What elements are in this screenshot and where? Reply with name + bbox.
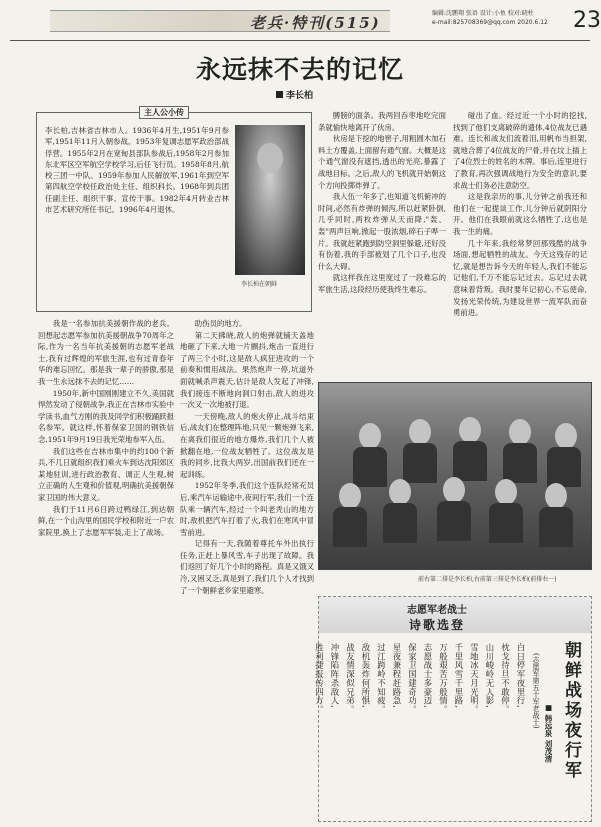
paragraph: 膊膀的面条。我两回吞枣地吃完面条就愉快地离开了伙房。 <box>318 111 446 132</box>
paragraph: 助伤员的地方。 <box>194 319 247 328</box>
paragraph: 几十年来,我经常梦回那残酷的战争场面,想起牺牲的战友。今天这残存的记忆,就是想告诉今天的年轻人,我们不能忘记他们,千万不能忘记过去。忘记过去就意味着背叛。我时要年记初心,不忘使命,发扬光荣传统,为建设世界一流军队而奋勇前进。 <box>453 238 587 318</box>
paragraph: 就这样我在这里度过了一段难忘的军旅生活,这段经历使我终生难忘。 <box>318 273 446 294</box>
portrait-caption: 李长柏在朝鲜 <box>241 281 278 288</box>
poem-title: 朝鲜战场夜行军 <box>561 641 581 781</box>
poem-line: 保家卫国建奇功。 <box>407 643 418 715</box>
paragraph: 我们于11月6日跨过鸭绿江,到达朝鲜,在一个山沟里的国民学校和附近一户农家院里,换上了志愿军军装,走上了战场。 <box>38 504 174 537</box>
poem-body <box>314 643 527 815</box>
paragraph: 伙房是下挖的地窖子,用粗圆木加石料土方覆盖,上面留有通气窗。大概是这个通气窗没有遮挡,透出的光亮,暴露了战地目标。之后,敌人的飞机就开始朝这个方向投掷炸弹了。 <box>318 134 447 190</box>
poem-line: 山川峻岭无人影, <box>485 643 495 709</box>
paragraph: 第二天拂晓,敌人的炮弹就铺天盖地地砸了下来,大地一片颤抖,炮击一直进行了两三个小时,这是敌人疯狂进攻的一个前奏和惯用战法。果然炮声一停,坑道外面就喊杀声震天,估计是敌人发起了冲锋,我们接连不断地向洞口射击,敌人的进攻一次又一次地被打退。 <box>180 330 314 410</box>
poem-line: 万般艰苦万般情。 <box>438 643 449 715</box>
poem-author: ■ 韩远泉 刘茂清 <box>544 703 553 763</box>
paragraph: 我们这些在吉林市集中的约100个新兵,不几日就组织我们乘火车到达沈阳郊区某地驻训,进行政治教育、调正人生观,树立正确的人生观和价值观,明确抗美援朝保家卫国的伟大意义。 <box>38 446 174 502</box>
column-2 <box>180 318 314 596</box>
article-title: 永远抹不去的记忆 <box>195 55 404 84</box>
paragraph: 碰出了血。经过近一个小时的挖找,找到了他们支离破碎的遗体,4位战友已遇难。连长和战友们流着泪,用帆布当担架,就地合葬了4位战友的尸骨,并在坟上插上了4位烈士的姓名的木牌。事后,连里进行了教育,再次强调战地行为安全的意识,要求战士们务必注意防空。 <box>453 111 587 190</box>
paragraph: 这是我亲历的事,儿分钟之前我还和他们在一起提谈工作,儿分钟后就阴阳分开。他们在我眼前就这么牺牲了,这也是我一生的痛。 <box>453 192 587 236</box>
poem-line: 敌机轰炸何所惧, <box>361 643 371 709</box>
section-banner <box>50 10 390 32</box>
byline: 李长柏 <box>276 88 313 101</box>
bio-box <box>36 107 312 312</box>
poem-line: 雪地冰天月光明。 <box>469 643 480 715</box>
poem-header-line1: 志愿军老战士 <box>407 605 467 616</box>
column-3 <box>318 110 446 296</box>
poem-line: 志愿战士多豪迈, <box>423 643 433 709</box>
poem-header <box>407 601 467 633</box>
poem-line: 千里风雪千里路, <box>454 643 464 709</box>
paragraph: 一天傍晚,敌人的炮火停止,战斗结束后,战友们在整理阵地,只见一颗炮弹飞来,在离我们很近的地方爆炸,我们几个人被掀翻在地,一位战友牺牲了。这位战友是我的同乡,比我大两岁,出国前我们还在一起训练。 <box>180 411 314 479</box>
paragraph: 我是一名参加抗美援朝作战的老兵。回想起志愿军参加抗美援朝战争70周年之际,作为一名当年抗美援朝的志愿军老战士,我有过辉煌的军旅生涯,也有过青春年华的难忘回忆。那是我一辈子的骄傲,那是我一生永远抹不去的记忆…… <box>38 319 174 386</box>
section-title: 老兵·特刊(515) <box>250 14 381 32</box>
poem-subtitle: (志愿军第五十军老战士) <box>532 653 540 729</box>
poem-line: 战友情深似兄弟。 <box>345 643 356 715</box>
header-rule <box>10 40 590 41</box>
column-1 <box>38 318 174 538</box>
portrait-photo <box>235 125 305 275</box>
poem-line: 星夜兼程赶路急, <box>392 643 402 709</box>
paragraph: 1950年,新中国刚刚建立不久,美国就悍然发动了侵朝战争,我正在吉林市实验中学读书,血气方刚的我及同学们积极踊跃报名参军。就这样,怀着保家卫国的钢铁信念,1951年9月19日我光荣地参军入伍。 <box>38 388 174 444</box>
credits <box>432 9 582 27</box>
bio-text: 李长柏,吉林省吉林市人。1936年4月生,1951年9月参军,1951年11月入朝参战。1953年复调志愿军政治部战俘营。1955年2月在宽甸县部队参战后,1958年2月参加东北军区空军航空学校学习,后任飞行员。1958年8月,航校三团一中队。1959年参加人民解放军,1961年到空军第四航空学校任政治处主任、组织科长。1968年到兵团任副主任、组织干事、宣传干事。1982年4月转业吉林市艺术研究所任书记。1996年4月退休。 <box>45 126 229 215</box>
group-photo-caption: 前右第二排是李长柏,右前第三排是李长柏(前排右一) <box>418 576 557 583</box>
group-photo <box>318 382 592 570</box>
paragraph: 记得有一天,我随着尊托车外出执行任务,正赶上暴风雪,车子出现了故障。我们返回了好几个小时的路程。真是又饿又冷,又困又乏,真是到了,我们几个人才找到了一个朝鲜老乡家里避寒。 <box>180 539 314 595</box>
poem-header-line2: 诗歌选登 <box>408 618 465 632</box>
poem-line: 过江跨岭不知疲。 <box>376 643 387 715</box>
poem-box <box>314 596 592 822</box>
paragraph: 1952年冬季,我们这个连队经常充员后,乘汽车运输途中,夜间行军,我们一个连队乘一辆汽车,经过一个叫老秃山的地方时,敌机把汽车打着了火,我们在寒风中冒雪前进。 <box>180 481 314 537</box>
poem-line: 白日停军夜里行, <box>516 643 526 709</box>
paragraph: 我入伍一年多了,也知道飞机俯冲的时间,必然有炸弹的倾泻,所以赶紧卧倒,几乎同时,两枚炸弹从天而降,"轰、轰"两声巨响,掀起一股浓烟,碎石子哗一片。我就赶紧跑到防空洞里躲避,还好没有伤着,我的手部被划了几个口子,也没什么大碍。 <box>318 192 447 271</box>
poem-line: 冲锋陷阵杀敌人, <box>330 643 340 709</box>
credits-editors: 编辑:沈鹏翔 张语 设计:小鱼 校对:晓柱 <box>432 10 534 17</box>
column-4 <box>453 110 587 319</box>
credits-contact: e-mail:825708369@qq.com 2020.6.12 <box>432 19 548 26</box>
poem-line: 胜利捷报传四方。 <box>314 643 325 715</box>
bio-tag: 主人公小传 <box>139 106 189 119</box>
masthead <box>10 6 601 40</box>
poem-line: 枕戈待旦不敢停。 <box>500 643 511 715</box>
page-number: 23 <box>573 8 601 33</box>
